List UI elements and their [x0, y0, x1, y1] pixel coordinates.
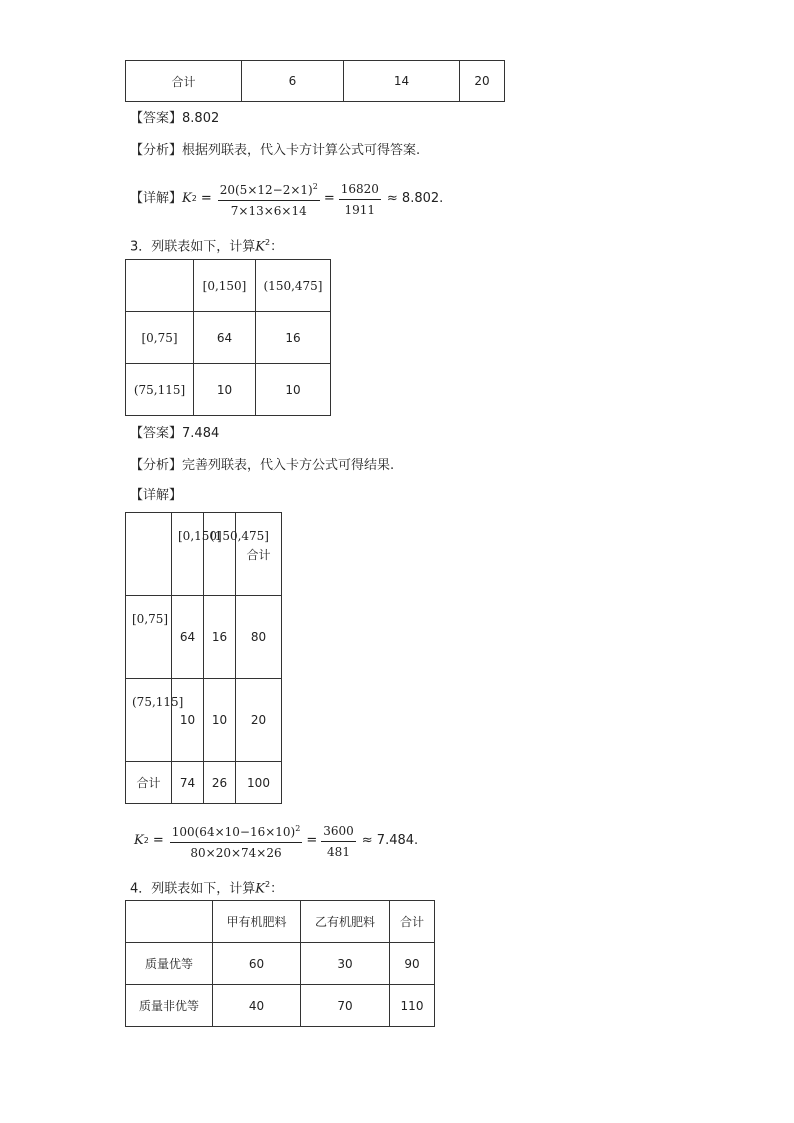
fraction-1 — [170, 820, 303, 862]
q4-table — [125, 900, 435, 1027]
fraction-1-exponent: 2 — [295, 824, 301, 833]
header-col-1: 甲有机肥料 — [213, 901, 301, 943]
cell-r1-c1: 60 — [213, 943, 301, 985]
row-header-1: [0,75] — [126, 596, 172, 679]
empty-corner-cell — [126, 901, 213, 943]
answer-value: 8.802 — [182, 111, 220, 126]
answer-label: 【答案】 — [130, 111, 183, 126]
q4-title-text: 4．列联表如下，计算 — [130, 881, 256, 897]
q3-title-text: 3．列联表如下，计算 — [130, 239, 256, 255]
cell-r2-c3: 20 — [236, 679, 282, 762]
colon: ： — [270, 881, 284, 897]
colon: ： — [270, 239, 284, 255]
cell-r3-c2: 26 — [204, 762, 236, 804]
k-symbol: K — [134, 833, 144, 848]
q3-table — [125, 259, 331, 416]
q2-analysis — [130, 142, 420, 160]
cell-r2-c2: 10 — [204, 679, 236, 762]
period: . — [439, 191, 444, 206]
cell-r2-c2: 10 — [256, 364, 331, 416]
period: . — [414, 833, 419, 848]
k-exponent: 2 — [191, 194, 197, 203]
fraction-1-numerator: 100(64×10−16×10) — [171, 825, 296, 839]
cell-r3-c3: 100 — [236, 762, 282, 804]
q3-detail-table — [125, 512, 282, 804]
k-symbol: K — [255, 239, 265, 255]
cell-r3-c1: 74 — [172, 762, 204, 804]
fraction-1-denominator: 7×13×6×14 — [230, 204, 307, 218]
analysis-text: 根据列联表，代入卡方计算公式可得答案. — [182, 143, 421, 158]
row-header-2: (75,115] — [126, 364, 194, 416]
total-cell-3: 20 — [460, 61, 505, 102]
total-cell-2: 14 — [344, 61, 460, 102]
detail-label: 【详解】 — [130, 191, 183, 206]
k-symbol: K — [255, 881, 265, 897]
fraction-2-numerator: 3600 — [321, 822, 356, 842]
header-total: 合计 — [236, 513, 282, 596]
header-col-2: (150,475] — [256, 260, 331, 312]
equals-sign-2: = — [306, 833, 318, 848]
total-label-cell: 合计 — [126, 61, 242, 102]
analysis-text: 完善列联表，代入卡方公式可得结果. — [182, 458, 395, 473]
analysis-label: 【分析】 — [130, 458, 183, 473]
fraction-1-denominator: 80×20×74×26 — [190, 846, 282, 860]
row-header-2: (75,115] — [126, 679, 172, 762]
cell-r2-c3: 110 — [390, 985, 435, 1027]
fraction-2 — [321, 822, 356, 861]
equals-sign: = — [200, 191, 212, 206]
header-col-2: (150,475] — [204, 513, 236, 596]
q3-formula — [134, 820, 418, 862]
empty-corner-cell — [126, 513, 172, 596]
q2-answer — [130, 110, 219, 128]
cell-r1-c3: 80 — [236, 596, 282, 679]
row-header-1: [0,75] — [126, 312, 194, 364]
fraction-2-numerator: 16820 — [339, 180, 381, 200]
q3-analysis — [130, 457, 394, 475]
header-col-1: [0,150] — [172, 513, 204, 596]
approx-result: ≈ 7.484 — [361, 833, 415, 848]
total-cell-1: 6 — [242, 61, 344, 102]
header-col-2: 乙有机肥料 — [301, 901, 390, 943]
cell-r1-c2: 16 — [204, 596, 236, 679]
q2-detail — [130, 178, 443, 220]
cell-r1-c2: 16 — [256, 312, 331, 364]
row-header-1: 质量优等 — [126, 943, 213, 985]
q3-title — [130, 234, 283, 256]
cell-r1-c1: 64 — [194, 312, 256, 364]
cell-r2-c2: 70 — [301, 985, 390, 1027]
top-table — [125, 60, 505, 102]
answer-label: 【答案】 — [130, 426, 183, 441]
fraction-2-denominator: 481 — [327, 844, 350, 859]
cell-r2-c1: 10 — [172, 679, 204, 762]
fraction-1 — [218, 178, 320, 220]
analysis-label: 【分析】 — [130, 143, 183, 158]
equals-sign: = — [152, 833, 164, 848]
equals-sign-2: = — [323, 191, 335, 206]
empty-corner-cell — [126, 260, 194, 312]
row-header-2: 质量非优等 — [126, 985, 213, 1027]
answer-value: 7.484 — [182, 426, 220, 441]
k-exponent: 2 — [265, 880, 271, 889]
q3-detail-label: 【详解】 — [130, 488, 183, 503]
approx-result: ≈ 8.802 — [386, 191, 440, 206]
header-col-1: [0,150] — [194, 260, 256, 312]
row-header-total: 合计 — [126, 762, 172, 804]
cell-r1-c2: 30 — [301, 943, 390, 985]
k-exponent: 2 — [143, 836, 149, 845]
cell-r2-c1: 40 — [213, 985, 301, 1027]
cell-r1-c3: 90 — [390, 943, 435, 985]
fraction-2 — [339, 180, 381, 219]
header-total: 合计 — [390, 901, 435, 943]
k-exponent: 2 — [265, 238, 271, 247]
q3-answer — [130, 425, 219, 443]
fraction-1-numerator: 20(5×12−2×1) — [219, 183, 313, 197]
cell-r2-c1: 10 — [194, 364, 256, 416]
k-symbol: K — [182, 191, 192, 206]
cell-r1-c1: 64 — [172, 596, 204, 679]
fraction-1-exponent: 2 — [312, 182, 318, 191]
fraction-2-denominator: 1911 — [344, 202, 376, 217]
q4-title — [130, 876, 283, 898]
